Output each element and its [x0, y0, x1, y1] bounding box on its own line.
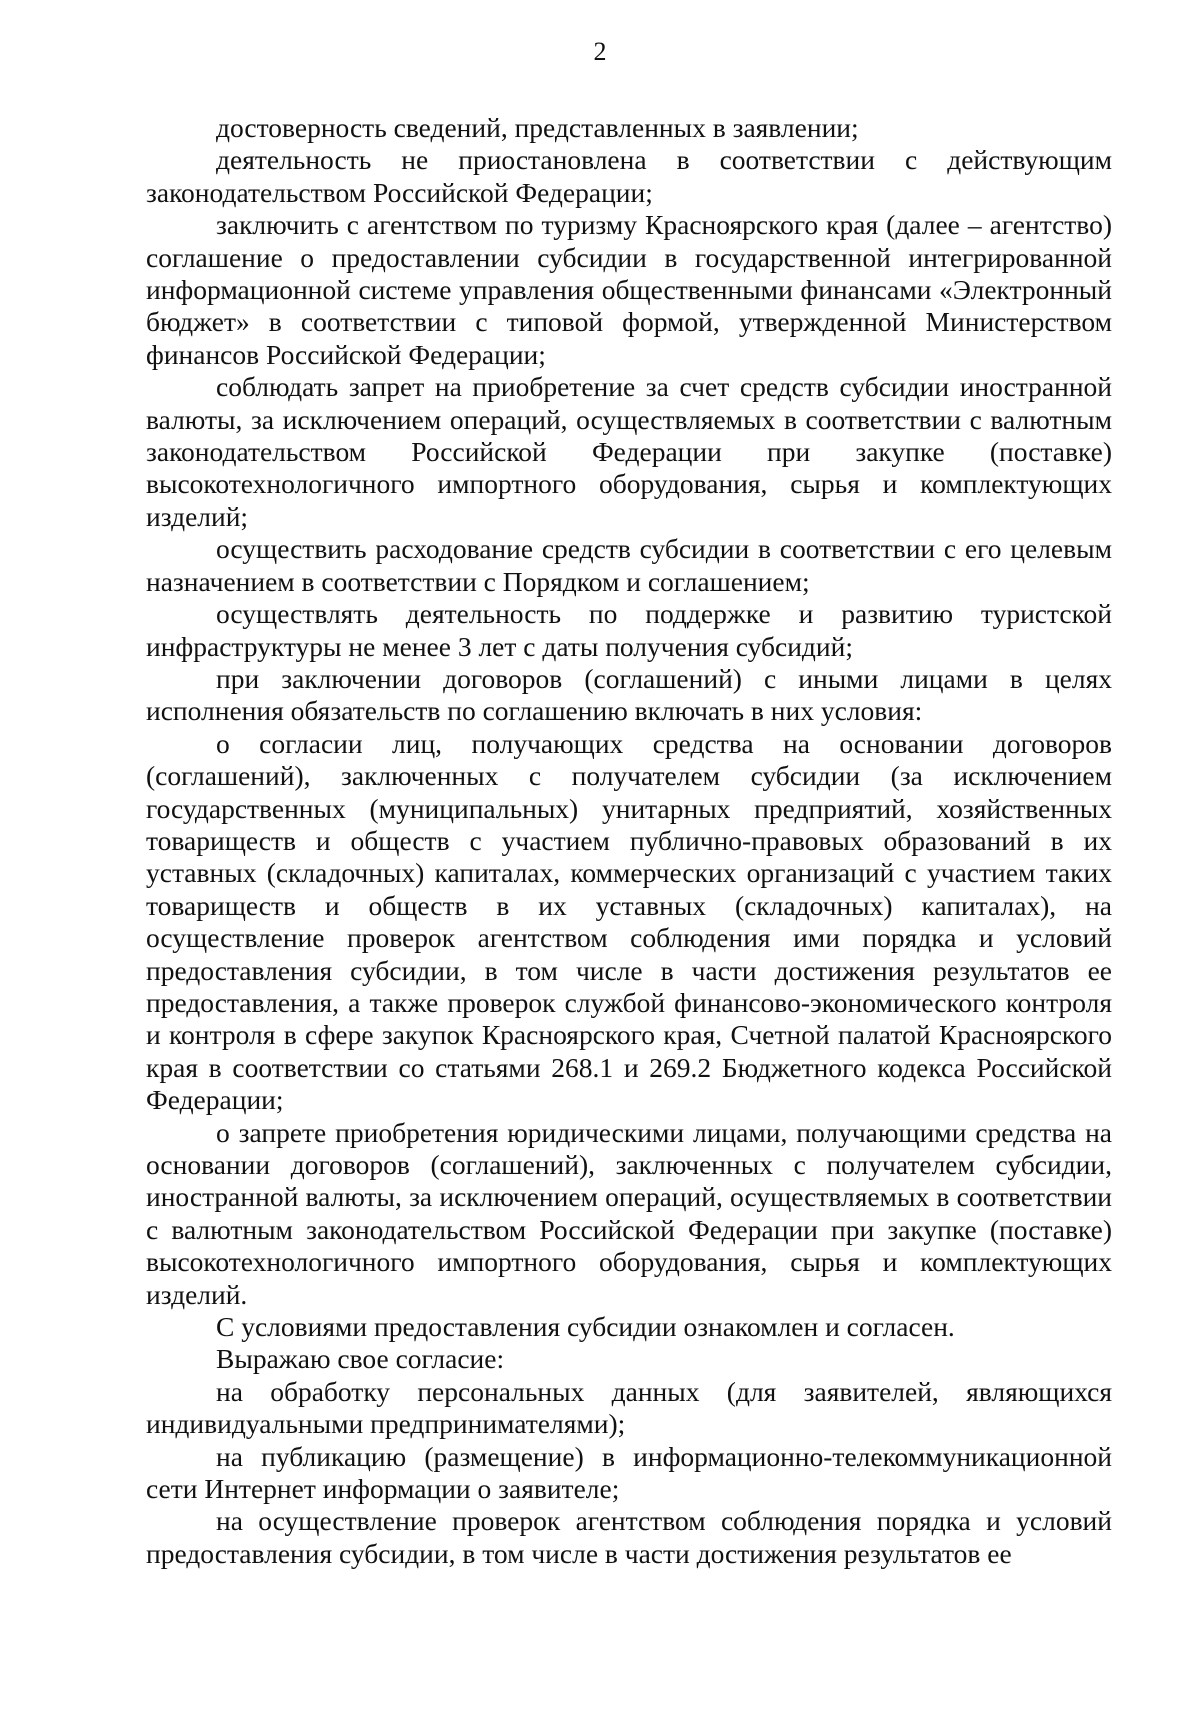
paragraph-inspection-consent: на осуществление проверок агентством соблюдения порядка и условий предоставления субсидии, в том числе в части достижения результатов ее [146, 1505, 1112, 1569]
paragraph-express-consent: Выражаю свое согласие: [216, 1343, 505, 1375]
document-body [146, 112, 1112, 1570]
paragraph-targeted-spending: осуществить расходование средств субсидии в соответствии с его целевым назначением в соответствии с Порядком и соглашением; [146, 533, 1112, 597]
paragraph-reliability: достоверность сведений, представленных в заявлении; [216, 112, 859, 143]
paragraph-currency-ban: соблюдать запрет на приобретение за счет средств субсидии иностранной валюты, за исключением операций, осуществляемых в соответствии с валютным законодательством Российской Федерации при закупке (поставке) высокотехнологичного импортного оборудования, сырья и комплектующих изделий; [146, 371, 1112, 532]
paragraph-legal-entities-currency-ban: о запрете приобретения юридическими лицами, получающими средства на основании договоров (соглашений), заключенных с получателем субсидии, иностранной валюты, за исключением операций, осуществляемых в соответствии с валютным законодательством Российской Федерации при закупке (поставке) высокотехнологичного импортного оборудования, сырья и комплектующих изделий. [146, 1116, 1112, 1310]
paragraph-contract-conditions: при заключении договоров (соглашений) с иными лицами в целях исполнения обязательств по соглашению включать в них условия: [146, 662, 1112, 727]
page-number: 2 [593, 37, 607, 66]
paragraph-personal-data-consent: на обработку персональных данных (для заявителей, являющихся индивидуальными предпринимателями); [146, 1375, 1112, 1440]
paragraph-activity-not-suspended: деятельность не приостановлена в соответствии с действующим законодательством Российской Федерации; [146, 144, 1112, 208]
paragraph-infrastructure-support: осуществлять деятельность по поддержке и развитию туристской инфраструктуры не менее 3 лет с даты получения субсидий; [146, 598, 1112, 662]
paragraph-conclude-agreement: заключить с агентством по туризму Красноярского края (далее – агентство) соглашение о предоставлении субсидии в государственной интегрированной информационной системе управления общественными финансами «Электронный бюджет» в соответствии с типовой формой, утвержденной Министерством финансов Российской Федерации; [146, 209, 1112, 370]
paragraph-publication-consent: на публикацию (размещение) в информационно-телекоммуникационной сети Интернет информации о заявителе; [146, 1440, 1112, 1505]
paragraph-consent-inspections: о согласии лиц, получающих средства на основании договоров (соглашений), заключенных с получателем субсидии (за исключением государственных (муниципальных) унитарных предприятий, хозяйственных товариществ и обществ с участием публично-правовых образований в их уставных (складочных) капиталах, коммерческих организаций с участием таких товариществ и обществ в их уставных (складочных) капиталах), на осуществление проверок агентством соблюдения ими порядка и условий предоставления субсидии, в том числе в части достижения результатов ее предоставления, а также проверок службой финансово-экономического контроля и контроля в сфере закупок Красноярского края, Счетной палатой Красноярского края в соответствии со статьями 268.1 и 269.2 Бюджетного кодекса Российской Федерации; [146, 727, 1112, 1116]
paragraph-terms-acknowledged: С условиями предоставления субсидии ознакомлен и согласен. [216, 1311, 955, 1343]
